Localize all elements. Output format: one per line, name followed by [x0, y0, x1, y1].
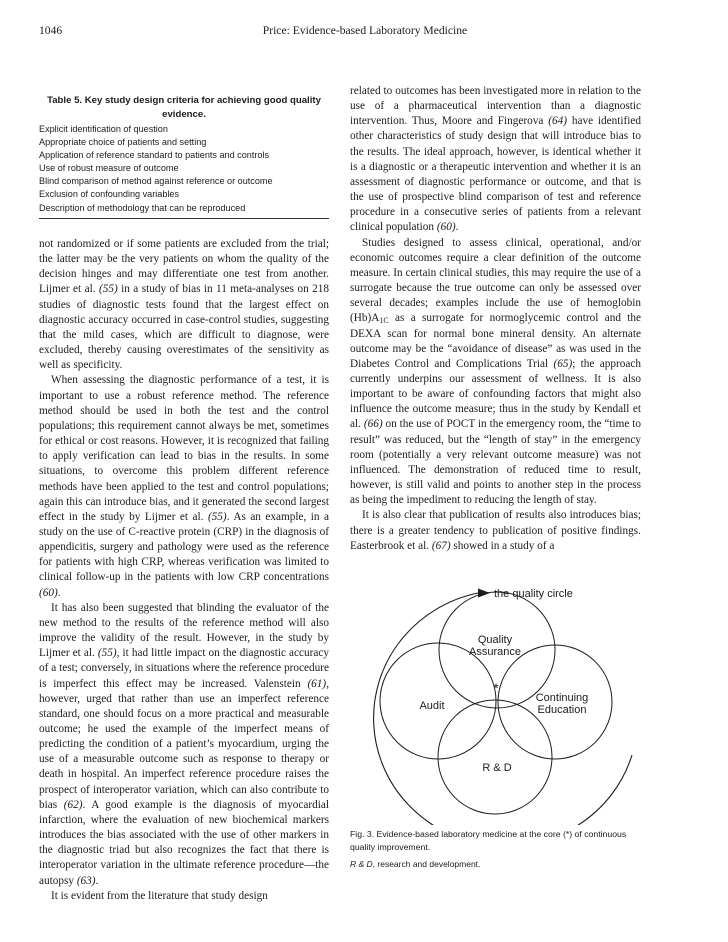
paragraph: It is evident from the literature that study design [51, 889, 268, 902]
citation: (63) [76, 874, 96, 887]
right-column [350, 84, 641, 554]
table-row: Exclusion of confounding variables [39, 189, 180, 200]
quality-circle-label: the quality circle [494, 588, 573, 600]
label-education: Education [537, 704, 587, 716]
paragraph: It has also been suggested that blinding the evaluator of the new method to the results of the reference method will also improve the validity of the result. However, in the study by Lijmer et al. (55), it had little impact on the diagnostic accuracy of a test; conversely, in situations where the reference procedure is imperfect this effect may be increased. Valenstein (61), however, urged that rather than use an imperfect reference standard, one should focus on a more practical and measurable outcome; he used the example of the imperfect means of predicting the condition of a patient’s myocardium, urging the use of a measurable outcome such as response to therapy or death in hospital. An imperfect reference procedure raises the prospect of interoperator variation, which can also contribute to bias (62). A good example is the diagnosis of myocardial infarction, where the evaluation of new biochemical markers introduces the bias associated with the use of other markers in the diagnostic triad but also recognizes the fact that there is interoperator variation in the ultimate reference procedure—the autopsy (63). [39, 601, 330, 887]
table-row: Use of robust measure of outcome [39, 163, 179, 174]
left-column [39, 237, 329, 904]
citation: (61) [307, 677, 327, 690]
citation: (64) [548, 115, 567, 128]
table-row: Blind comparison of method against reference or outcome [39, 176, 273, 187]
table-title: Table 5. Key study design criteria for achieving good quality evidence. [47, 95, 321, 120]
label-rnd: R & D [482, 762, 512, 774]
citation: (55) [97, 647, 117, 660]
caption-text: Fig. 3. Evidence-based laboratory medicine at the core (*) of continuous quality improvement. [350, 829, 627, 853]
citation: (62) [63, 798, 83, 811]
table-row: Application of reference standard to patients and controls [39, 150, 270, 161]
caption-abbreviation: R & D, research and development. [350, 858, 481, 869]
table-rows [39, 123, 329, 215]
table-row: Appropriate choice of patients and setting [39, 137, 207, 148]
figure-caption [350, 828, 650, 871]
figure-3 [350, 575, 650, 825]
table-5 [39, 94, 329, 215]
core-star: * [493, 680, 499, 696]
paragraph: When assessing the diagnostic performance of a test, it is important to use a robust reference method. The reference method should be used in both the test and the control populations; this requirement cannot always be met, sometimes for ethical or cost reasons. However, it is recognized that failing to apply verification can lead to bias in the results. In some situations, to overcome this problem different reference methods have been applied to the test and control populations; again this can introduce bias, and it generated the second largest effect in the study by Lijmer et al. (55). As an example, in a study on the use of C-reactive protein (CRP) in the diagnosis of appendicitis, surgery and pathology were used as the reference for patients with high CRP, whereas verification was limited to clinical follow-up in the patients with low CRP concentrations (60). [39, 374, 330, 599]
label-assurance: Assurance [469, 646, 521, 658]
running-title: Price: Evidence-based Laboratory Medicine [262, 24, 468, 37]
circle-rnd [438, 700, 552, 814]
label-continuing: Continuing [535, 692, 589, 704]
table-row: Explicit identification of question [39, 124, 168, 134]
citation: (55) [98, 283, 118, 296]
citation: (66) [363, 418, 383, 431]
table-bottom-rule [39, 218, 329, 219]
table-row: Description of methodology that can be reproduced [39, 202, 246, 213]
running-head [39, 24, 691, 38]
label-audit: Audit [419, 700, 445, 712]
paragraph: It is also clear that publication of results also introduces bias; there is a greater tendency to publication of positive findings. Easterbrook et al. (67) showed in a study of a [350, 509, 641, 552]
label-quality: Quality [477, 634, 513, 646]
paragraph: Studies designed to assess clinical, operational, and/or economic outcomes require a clear definition of the outcome measure. In certain clinical studies, this may require the use of a surrogate because the true outcome can only be assessed over several decades; examples include the use of hemoglobin $(Hb)A_{1C}$ as a surrogate for normoglycemic control and the DEXA scan for normal bone mineral density. An alternate outcome may be the “avoidance of disease” as was used in the Diabetes Control and Complications Trial (65); the approach currently underpins our assessment of wellness. It is also important to be aware of confounding factors that might also influence the outcome measure; thus in the study by Kendall et al. (66) on the use of POCT in the emergency room, the “time to result” was reduced, but the “length of stay” in the emergency room (potentially a very relevant outcome measure) was not influenced. The demonstration of reduced time to result, however, is still valid and points to another step in the process as being the impediment to reducing the length of stay. [350, 236, 642, 507]
quality-circle-arc [374, 593, 632, 825]
citation: (65) [553, 357, 573, 370]
paragraph: related to outcomes has been investigated more in relation to the use of a pharmaceutical intervention than a diagnostic intervention. Thus, Moore and Fingerova (64) have identified other characteristics of study design that will introduce bias to the results. The ideal approach, however, is identical whether it is a diagnostic or a therapeutic intervention and whether it is an assessment of diagnostic performance or outcome, and that is the use of prospective blind comparison of test and reference procedure in a consecutive series of patients from a relevant clinical population (60). [350, 85, 641, 234]
citation: (67) [431, 539, 451, 552]
page-number: 1046 [39, 24, 63, 37]
paragraph: not randomized or if some patients are excluded from the trial; the latter may be the very patients on whom the quality of the decision hinges and may differentiate one test from another. Lijmer et al. (55) in a study of bias in 11 meta-analyses on 218 studies of diagnostic tests found that the largest effect on diagnostic accuracy occurred in case-control studies, suggesting that the mild cases, which are difficult to diagnose, were excluded, thereby causing overestimates of the sensitivity as well as specificity. [39, 238, 330, 372]
citation: (60) [39, 586, 58, 599]
citation: (60) [436, 221, 456, 234]
quality-circle-diagram [350, 575, 650, 825]
citation: (55) [207, 510, 227, 523]
